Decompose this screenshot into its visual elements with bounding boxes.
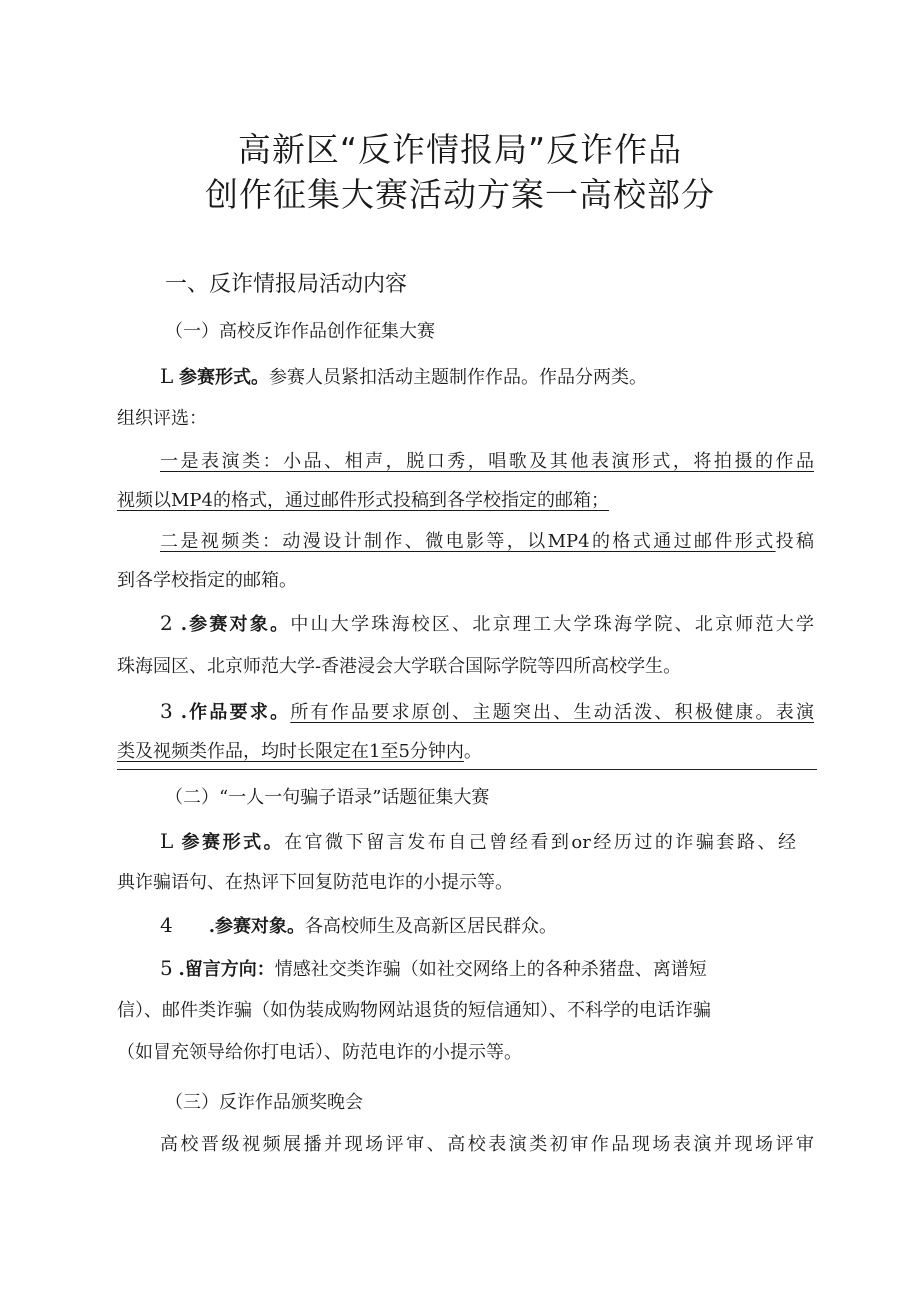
horizontal-rule: [117, 769, 817, 770]
sub2-item5-line1: [160, 954, 707, 984]
sub2-heading: （二）“一人一句骗子语录”话题征集大赛: [165, 787, 490, 808]
item-text: 参赛人员紧扣活动主题制作作品。作品分两类。: [269, 367, 648, 388]
sub2-item4: [160, 911, 557, 941]
item-label: .留言方向：: [178, 959, 275, 980]
sub2-item5-line3: （如冒充领导给你打电话）、防范电诈的小提示等。: [117, 1042, 522, 1063]
sub1-heading: （一）高校反诈作品创作征集大赛: [165, 321, 435, 342]
item-text: 所有作品要求原创、主题突出、生动活泼、积极健康。表演: [290, 702, 814, 723]
sub1-item1: [160, 362, 647, 392]
cat1-line2: 视频以MP4的格式，通过邮件形式投稿到各学校指定的邮箱；: [117, 490, 609, 511]
document-title-line2: 创作征集大赛活动方案一高校部分: [205, 175, 715, 214]
sub1-item3-line2: [117, 738, 482, 766]
document-title-line1: 高新区“反诈情报局”反诈作品: [237, 130, 683, 169]
item-text: 类及视频类作品，均时长限定在1至5分钟内: [117, 741, 464, 762]
sub2-item1-line1: [160, 827, 796, 857]
item-number: 3: [160, 699, 173, 723]
item-text: 情感社交类诈骗（如社交网络上的各种杀猪盘、离谱短: [274, 959, 707, 980]
item-label: .参赛对象。: [208, 916, 306, 937]
item-number: L: [160, 829, 174, 853]
item-text: 中山大学珠海校区、北京理工大学珠海学院、北京师范大学: [290, 614, 814, 635]
item-number: L: [160, 364, 174, 388]
item-label: 参赛形式。: [181, 832, 285, 853]
sub1-item3-line1: [160, 697, 814, 727]
item-label: .作品要求。: [180, 702, 291, 723]
sub1-item2-line2: 珠海园区、北京师范大学-香港浸会大学联合国际学院等四所高校学生。: [117, 656, 682, 677]
item-number: 5: [160, 956, 173, 980]
sub1-item2-line1: [160, 609, 814, 639]
item-number: 4: [160, 913, 173, 937]
item-text: 在官微下留言发布自己曾经看到or经历过的诈骗套路、经: [284, 832, 796, 853]
item-label: .参赛对象。: [180, 614, 291, 635]
sub3-heading: （三）反诈作品颁奖晚会: [165, 1092, 363, 1113]
cat2-underlined-text: 二是视频类：动漫设计制作、微电影等，以MP4的格式通过邮件形式: [160, 531, 776, 552]
item-tail: 。: [463, 741, 482, 762]
sub2-item1-line2: 典诈骗语句、在热评下回复防范电诈的小提示等。: [117, 872, 513, 893]
cat2-line2: 到各学校指定的邮箱。: [117, 570, 297, 591]
cat2-tail-text: 投稿: [775, 531, 814, 552]
sub3-line1: 高校晋级视频展播并现场评审、高校表演类初审作品现场表演并现场评审: [160, 1134, 814, 1155]
section1-heading: 一、反诈情报局活动内容: [165, 272, 408, 297]
item-text: 各高校师生及高新区居民群众。: [305, 916, 558, 937]
sub2-item5-line2: 信）、邮件类诈骗（如伪装成购物网站退货的短信通知）、不科学的电话诈骗: [117, 1000, 711, 1021]
cat2-line1: [160, 528, 814, 556]
org-label: 组织评选：: [117, 408, 207, 429]
cat1-line1: 一是表演类：小品、相声，脱口秀，唱歌及其他表演形式，将拍摄的作品: [160, 451, 814, 472]
item-label: 参赛形式。: [179, 367, 270, 388]
item-number: 2: [160, 611, 173, 635]
